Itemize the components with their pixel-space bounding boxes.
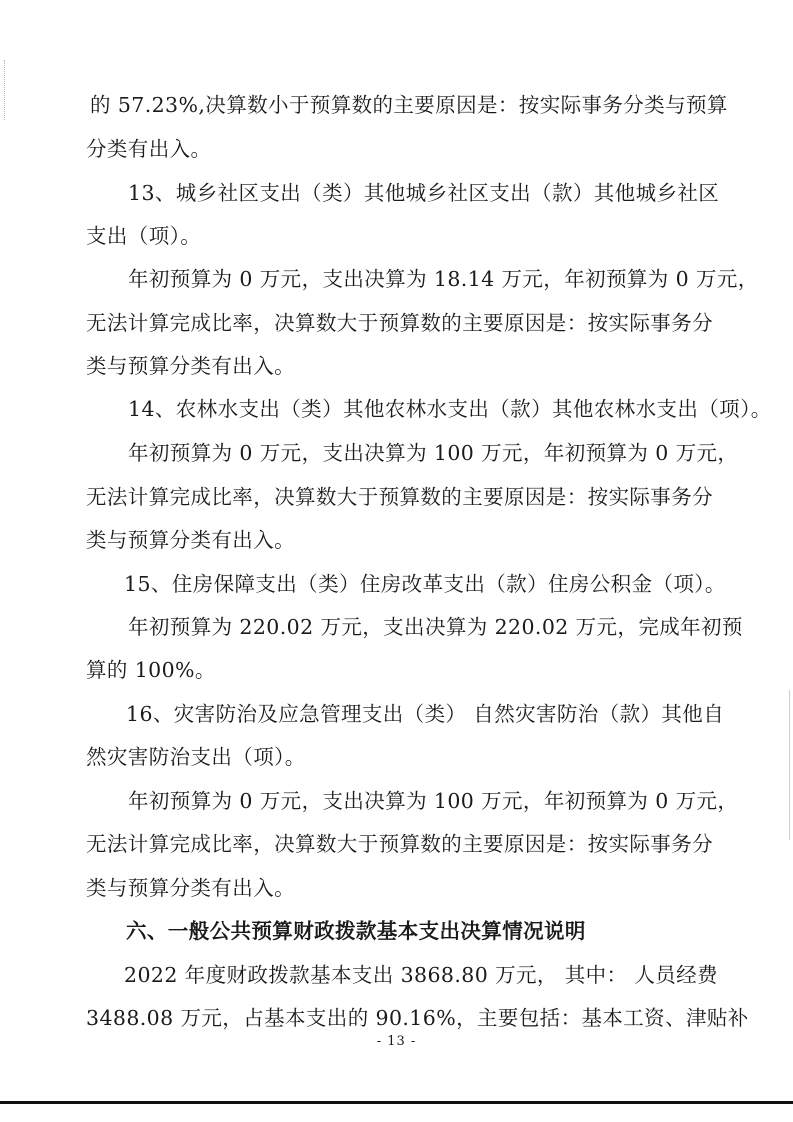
text-line: 2022 年度财政拨款基本支出 3868.80 万元， 其中： 人员经费	[124, 963, 718, 987]
text-line: 的 57.23%,决算数小于预算数的主要原因是：按实际事务分类与预算	[90, 93, 728, 117]
page-number: - 13 -	[376, 1034, 417, 1049]
text-line: 无法计算完成比率，决算数大于预算数的主要原因是：按实际事务分	[86, 832, 713, 856]
text-line: 类与预算分类有出入。	[86, 876, 295, 900]
text-line: 支出（项）。	[86, 224, 202, 248]
text-line: 无法计算完成比率，决算数大于预算数的主要原因是：按实际事务分	[86, 311, 713, 335]
bottom-rule	[0, 1101, 793, 1104]
section-16-heading: 16、灾害防治及应急管理支出（类） 自然灾害防治（款）其他自	[126, 702, 725, 726]
scan-edge-mark	[789, 690, 790, 840]
section-14-heading: 14、农林水支出（类）其他农林水支出（款）其他农林水支出（项）。	[128, 397, 772, 421]
text-line: 3488.08 万元，占基本支出的 90.16%，主要包括：基本工资、津贴补	[86, 1006, 749, 1030]
section-15-heading: 15、住房保障支出（类）住房改革支出（款）住房公积金（项）。	[124, 572, 726, 596]
text-line: 年初预算为 0 万元，支出决算为 18.14 万元，年初预算为 0 万元，	[128, 267, 759, 291]
scan-edge-mark	[4, 60, 6, 120]
text-line: 年初预算为 220.02 万元，支出决算为 220.02 万元，完成年初预	[128, 615, 743, 639]
text-line: 类与预算分类有出入。	[86, 528, 295, 552]
text-line: 类与预算分类有出入。	[86, 354, 295, 378]
section-6-heading: 六、一般公共预算财政拨款基本支出决算情况说明	[126, 919, 586, 943]
text-line: 无法计算完成比率，决算数大于预算数的主要原因是：按实际事务分	[86, 485, 713, 509]
text-line: 算的 100%。	[86, 658, 216, 682]
text-line: 年初预算为 0 万元，支出决算为 100 万元，年初预算为 0 万元，	[128, 441, 739, 465]
text-line: 年初预算为 0 万元，支出决算为 100 万元，年初预算为 0 万元，	[128, 789, 739, 813]
text-line: 然灾害防治支出（项）。	[86, 745, 306, 769]
text-line: 分类有出入。	[86, 137, 212, 161]
section-13-heading: 13、城乡社区支出（类）其他城乡社区支出（款）其他城乡社区	[128, 181, 720, 205]
